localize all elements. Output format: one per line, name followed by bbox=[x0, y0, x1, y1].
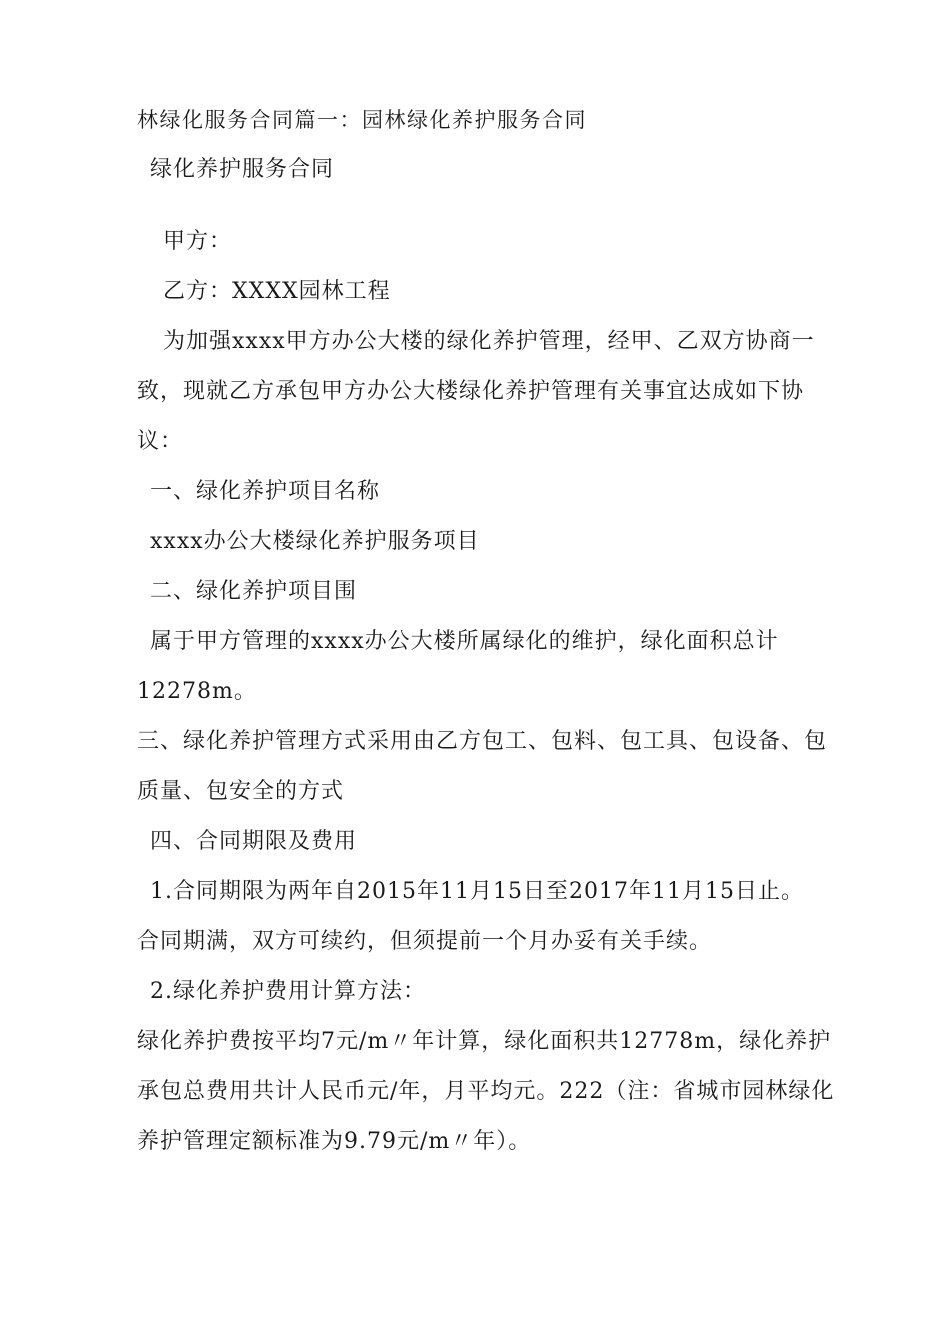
party-a-line: 甲方： bbox=[163, 229, 233, 254]
paragraph-line: 绿化养护费按平均7元/m〃年计算，绿化面积共12778m，绿化养护 bbox=[137, 1029, 832, 1054]
paragraph-line: 致，现就乙方承包甲方办公大楼绿化养护管理有关事宜达成如下协 bbox=[137, 379, 805, 404]
party-b-line: 乙方：XXXX园林工程 bbox=[163, 279, 391, 304]
paragraph-line: 承包总费用共计人民币元/年，月平均元。222（注：省城市园林绿化 bbox=[137, 1079, 835, 1104]
paragraph-line: 质量、包安全的方式 bbox=[137, 779, 345, 804]
document-heading: 林绿化服务合同篇一：园林绿化养护服务合同 bbox=[137, 108, 587, 132]
paragraph-line: 12278m。 bbox=[137, 679, 257, 704]
section-heading: 四、合同期限及费用 bbox=[150, 829, 358, 854]
paragraph-line: 合同期满，双方可续约，但须提前一个月办妥有关手续。 bbox=[137, 929, 713, 954]
section-heading: 二、绿化养护项目围 bbox=[150, 579, 358, 604]
section-heading: 一、绿化养护项目名称 bbox=[150, 479, 381, 504]
paragraph-line: 议： bbox=[137, 429, 184, 454]
contract-title: 绿化养护服务合同 bbox=[150, 157, 335, 182]
paragraph-line: 2.绿化养护费用计算方法： bbox=[150, 979, 426, 1004]
paragraph-line: 1.合同期限为两年自2015年11月15日至2017年11月15日止。 bbox=[150, 879, 804, 904]
paragraph-line: 属于甲方管理的xxxx办公大楼所属绿化的维护，绿化面积总计 bbox=[150, 629, 779, 654]
paragraph-line: 养护管理定额标准为9.79元/m〃年）。 bbox=[137, 1129, 532, 1154]
paragraph-line: 为加强xxxx甲方办公大楼的绿化养护管理，经甲、乙双方协商一 bbox=[163, 329, 815, 354]
section-heading: 三、绿化养护管理方式采用由乙方包工、包料、包工具、包设备、包 bbox=[137, 729, 828, 754]
paragraph-line: xxxx办公大楼绿化养护服务项目 bbox=[150, 529, 480, 554]
